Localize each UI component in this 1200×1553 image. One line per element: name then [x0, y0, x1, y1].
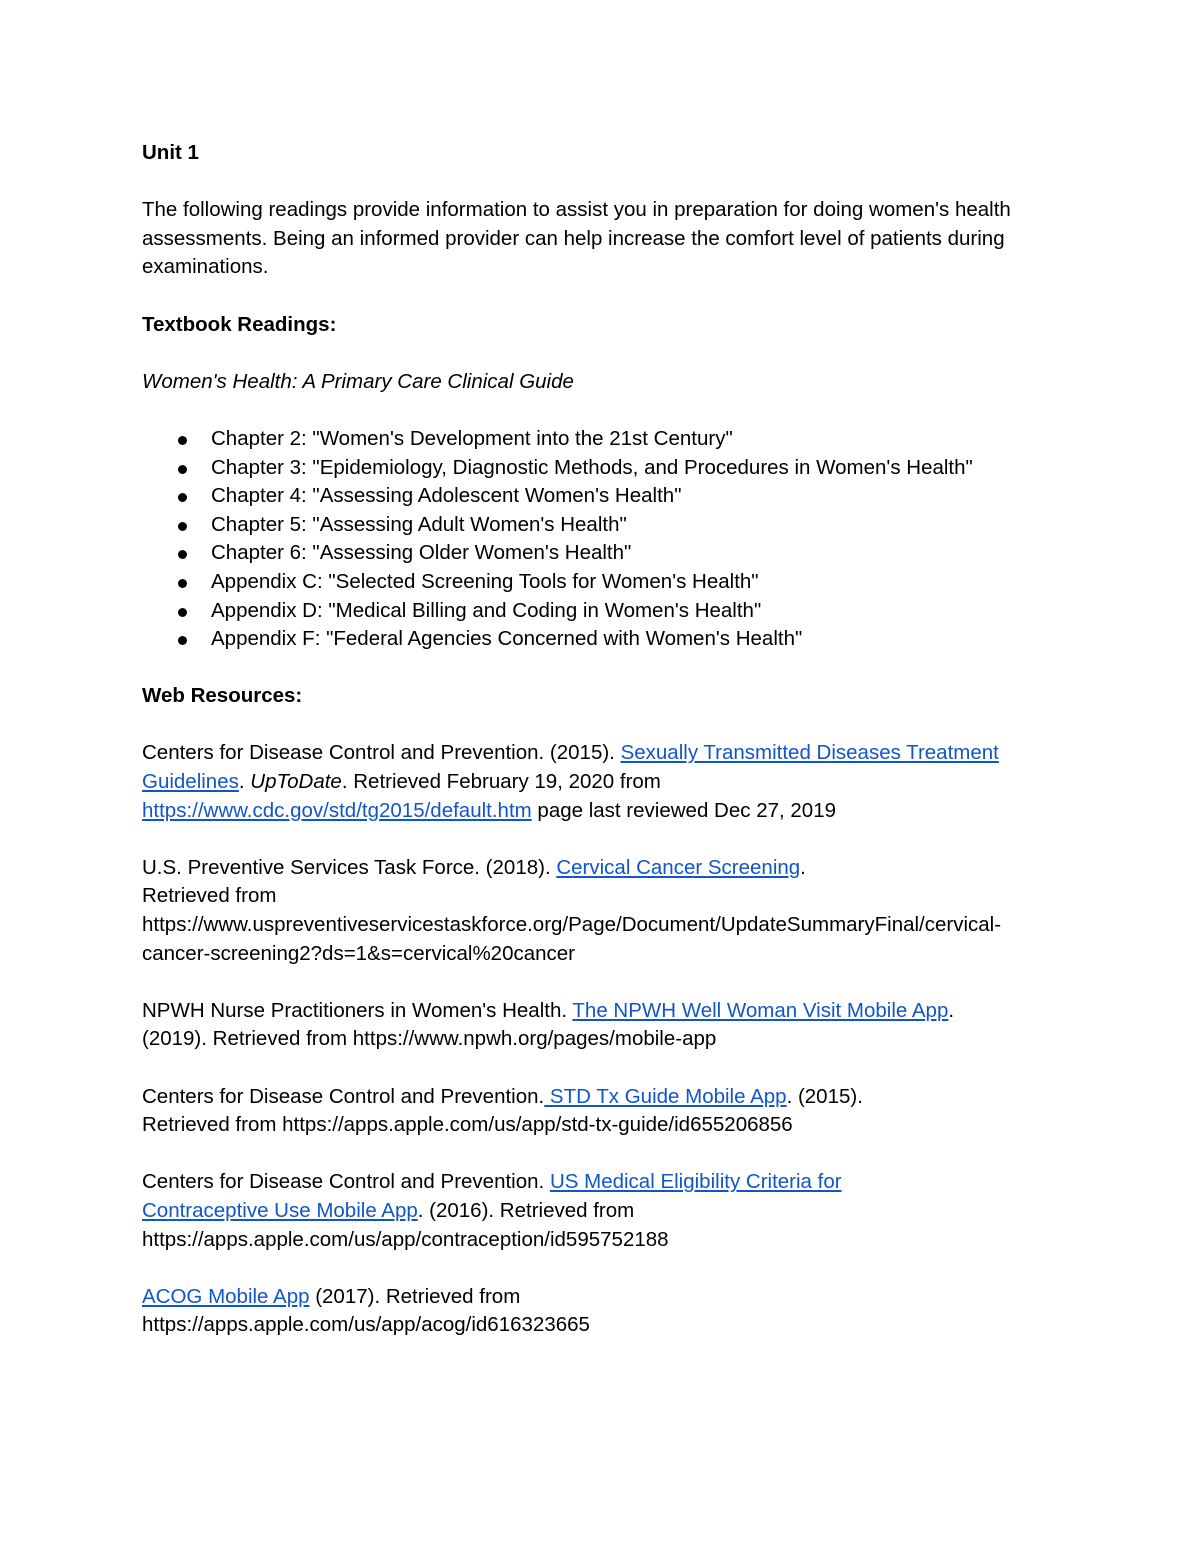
reference-uspstf-cervical [142, 854, 1072, 968]
ref1-source: UpToDate [250, 770, 342, 794]
intro-line-3: examinations. [142, 255, 269, 279]
ref1-retrieved: . Retrieved February 19, 2020 from [341, 770, 661, 794]
npwh-app-link[interactable]: The NPWH Well Woman Visit Mobile App [572, 998, 949, 1022]
ref4-suffix: . (2015). [786, 1084, 863, 1108]
ref2-suffix: . [800, 855, 806, 879]
reference-contraception-app [142, 1168, 1072, 1254]
list-item-text: Appendix C: "Selected Screening Tools for Women's Health" [211, 569, 759, 593]
ref1-prefix: Centers for Disease Control and Prevention. (2015). [142, 741, 621, 765]
ref2-url-line-1: https://www.uspreventiveservicestaskforce.org/Page/Document/UpdateSummaryFinal/cervical- [142, 913, 1002, 937]
bullet-icon [178, 608, 187, 617]
intro-paragraph [142, 196, 1072, 282]
cervical-screening-link[interactable]: Cervical Cancer Screening [556, 855, 801, 879]
list-item-text: Chapter 4: "Assessing Adolescent Women's Health" [211, 484, 682, 508]
ref3-prefix: NPWH Nurse Practitioners in Women's Health. [142, 998, 573, 1022]
list-item-text: Chapter 2: "Women's Development into the 21st Century" [211, 426, 733, 450]
std-guidelines-link[interactable]: Sexually Transmitted Diseases Treatment [620, 741, 999, 765]
list-item-text: Appendix F: "Federal Agencies Concerned with Women's Health" [211, 627, 803, 651]
contraception-app-link[interactable]: US Medical Eligibility Criteria for [549, 1170, 842, 1194]
ref2-prefix: U.S. Preventive Services Task Force. (2018). [142, 855, 557, 879]
ref1-suffix: page last reviewed Dec 27, 2019 [531, 798, 836, 822]
intro-line-2: assessments. Being an informed provider can help increase the comfort level of patients during [142, 226, 1005, 250]
acog-app-link[interactable]: ACOG Mobile App [142, 1284, 310, 1308]
list-item [142, 454, 1072, 483]
list-item [142, 625, 1072, 654]
ref2-url-line-2: cancer-screening2?ds=1&s=cervical%20cancer [142, 941, 576, 965]
ref3-line-2: (2019). Retrieved from https://www.npwh.org/pages/mobile-app [142, 1027, 717, 1051]
contraception-app-link-cont[interactable]: Contraceptive Use Mobile App [142, 1198, 418, 1222]
reference-npwh-app [142, 997, 1072, 1054]
ref1-sep: . [238, 770, 251, 794]
document-page [142, 139, 1072, 1340]
list-item [142, 597, 1072, 626]
ref4-prefix: Centers for Disease Control and Prevention. [142, 1084, 545, 1108]
reference-acog-app [142, 1283, 1072, 1340]
bullet-icon [178, 579, 187, 588]
bullet-icon [178, 522, 187, 531]
bullet-icon [178, 493, 187, 502]
list-item-text: Chapter 3: "Epidemiology, Diagnostic Methods, and Procedures in Women's Health" [211, 455, 973, 479]
list-item [142, 425, 1072, 454]
list-item [142, 568, 1072, 597]
list-item [142, 539, 1072, 568]
intro-line-1: The following readings provide information to assist you in preparation for doing women's health [142, 198, 1011, 222]
book-title: Women's Health: A Primary Care Clinical Guide [142, 369, 574, 393]
ref4-line-2: Retrieved from https://apps.apple.com/us/app/std-tx-guide/id655206856 [142, 1113, 793, 1137]
unit-title: Unit 1 [142, 141, 199, 164]
textbook-heading: Textbook Readings: [142, 312, 337, 336]
ref5-prefix: Centers for Disease Control and Prevention. [142, 1170, 550, 1194]
ref6-line-2: https://apps.apple.com/us/app/acog/id616323665 [142, 1313, 590, 1337]
reference-cdc-std-guidelines [142, 739, 1072, 825]
list-item [142, 511, 1072, 540]
list-item-text: Chapter 6: "Assessing Older Women's Health" [211, 541, 632, 565]
chapter-list [142, 425, 1072, 654]
bullet-icon [178, 436, 187, 445]
std-guidelines-link-cont[interactable]: Guidelines [142, 770, 239, 794]
cdc-url-link[interactable]: https://www.cdc.gov/std/tg2015/default.htm [142, 798, 532, 822]
ref3-suffix: . [948, 998, 955, 1022]
reference-std-tx-app [142, 1083, 1072, 1140]
list-item-text: Appendix D: "Medical Billing and Coding in Women's Health" [211, 598, 762, 622]
ref5-line-3: https://apps.apple.com/us/app/contraception/id595752188 [142, 1227, 669, 1251]
ref2-retrieved: Retrieved from [142, 884, 277, 908]
bullet-icon [178, 550, 187, 559]
list-item [142, 482, 1072, 511]
ref6-suffix: (2017). Retrieved from [309, 1284, 521, 1308]
std-tx-app-link[interactable]: STD Tx Guide Mobile App [544, 1084, 787, 1108]
bullet-icon [178, 636, 187, 645]
web-resources-heading: Web Resources: [142, 684, 303, 708]
bullet-icon [178, 465, 187, 474]
ref5-suffix: . (2016). Retrieved from [417, 1198, 635, 1222]
list-item-text: Chapter 5: "Assessing Adult Women's Health" [211, 512, 627, 536]
